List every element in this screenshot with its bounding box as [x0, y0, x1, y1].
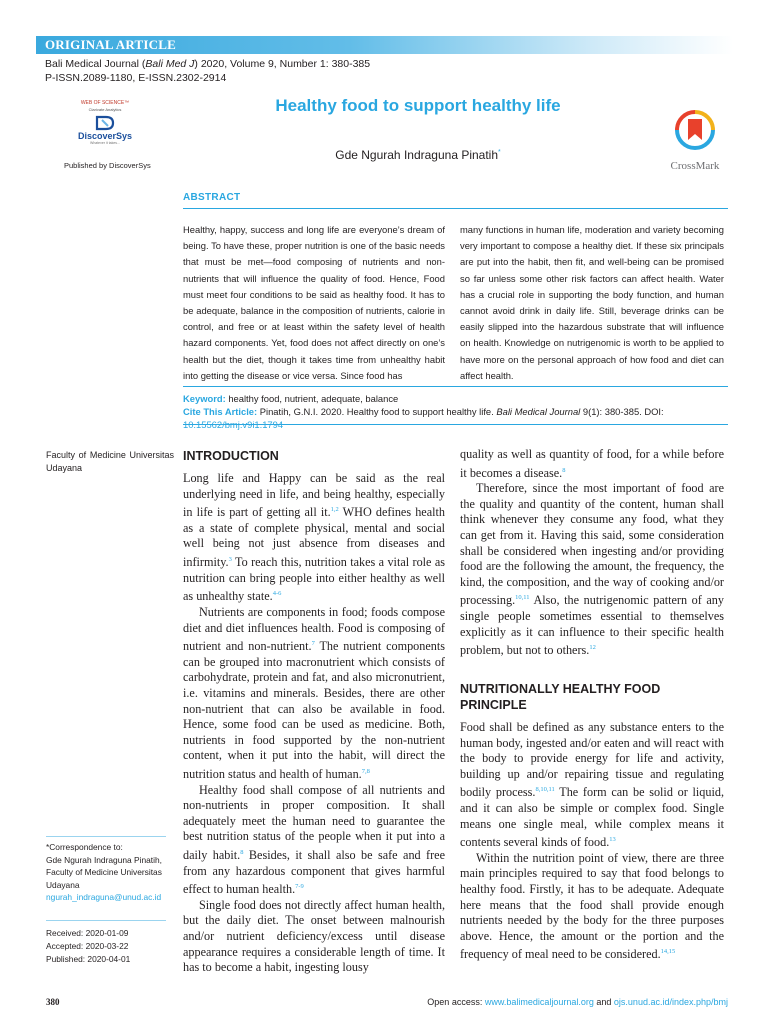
correspondence-name: Gde Ngurah Indraguna Pinatih,: [46, 854, 162, 865]
dates-divider: [46, 920, 166, 921]
cite-divider: [183, 424, 728, 425]
keyword-divider: [183, 386, 728, 387]
abstract-left-column: Healthy, happy, success and long life are everyone’s dream of being. To have these, proper nutrition is one of the basic needs that must be met—food composing of nutrients and non-nutrients that will influence the quality of food. Hence, Food must meet four conditions to be said as healthy food. It has to be adequate, balance in the composition of nutrients, calorie in control, and free or at least within the safety level of health hazard components. Yet, food does not affect directly on one’s health but the diet, though it takes time from unhealthy habit into getting the disease or vice versa. Since food has: [183, 224, 445, 381]
body-paragraph: quality as well as quantity of food, for a while before it becomes a disease.$^8$: [460, 447, 724, 480]
discoversys-logo-icon: [94, 115, 116, 131]
article-dates: [46, 927, 130, 966]
correspondence-institution-cont: Udayana: [46, 879, 80, 890]
cite-line: Cite This Article: Pinatih, G.N.I. 2020. Healthy food to support healthy life. Bali Medical Journal 9(1): 380-385. DOI:: [183, 405, 728, 431]
correspondence-block: [46, 841, 176, 904]
author-line: Gde Ngurah Indraguna Pinatih*: [335, 148, 501, 162]
web-of-science-logo: WEB OF SCIENCE™: [80, 100, 130, 106]
discoversys-name: DiscoverSys: [77, 131, 133, 141]
introduction-body: [183, 471, 445, 976]
article-type-banner: [36, 36, 733, 54]
intro-paragraph: Healthy food shall compose of all nutrients and non-nutrients in proper composition. It shall adequately meet the human need to guarantee the best nutrition status of the people when it put into a daily habit.$^8$ Besides, it shall also be safe and free from any hazardous component that gives harmful effect to human health.$^{7-9}$: [183, 782, 445, 897]
intro-paragraph: Single food does not directly affect human health, but the daily diet. The onset between malnourish and/or nutrient deficiency/excess until disease appearance requires a considerable length of time. It has to become a habit, ingesting lousy: [183, 897, 445, 975]
publisher-logos: [50, 100, 160, 146]
published-by: Published by DiscoverSys: [64, 161, 151, 170]
intro-paragraph: Long life and Happy can be said as the real underlying need in life, and being healthy, especially in life is part of getting all it.$^{1,2}$ WHO defines health as a state of complete physical, mental and social well being not just absence from diseases and infirmity.$^3$ To reach this, nutrition takes a vital role as nutrition can bring people into either healthy as well as unhealthy state.$^{4-6}$: [183, 471, 445, 604]
abstract-divider: [183, 208, 728, 209]
clarivate-text: Clarivate Analytics: [88, 107, 122, 112]
crossmark-badge[interactable]: [660, 110, 730, 172]
published-date: Published: 2020-04-01: [46, 954, 131, 964]
abstract-heading: ABSTRACT: [183, 192, 241, 203]
right-column-body-top: [460, 447, 724, 659]
journal-website-link[interactable]: www.balimedicaljournal.org: [484, 997, 594, 1007]
crossmark-label: CrossMark: [670, 160, 720, 172]
journal-info: [45, 57, 370, 85]
issn-line: P-ISSN.2089-1180, E-ISSN.2302-2914: [45, 72, 227, 84]
accepted-date: Accepted: 2020-03-22: [46, 941, 129, 951]
keyword-block: [183, 392, 728, 431]
correspondence-label: *Correspondence to:: [46, 842, 123, 852]
body-paragraph: Food shall be defined as any substance enters to the human body, ingested and/or eaten and will react with the body to provide energy for life and activity, building up and/or repairing tissue and regulating bodily process.$^{8,10,11}$ The form can be solid or liquid, and it can also be simple or complex food. Single means one single meal, while complex means it contents several kinds of food.$^{13}$: [460, 720, 724, 850]
intro-paragraph: Nutrients are components in food; foods compose diet and diet influences health. Food is composing of nutrient and non-nutrient.$^7$ The nutrient components can be grouped into macronutrient which consists of carbohydrate, protein and fat, and also micronutrient, i.e. vitamins and minerals. Besides, there are other non-nutrient that can also be available in food. Hence, some food can be used as medicine. Both, nutrients in food supported by the non-nutrient content, when it put into the habit, will direct the nutrition status and health of human.$^{7,8}$: [183, 604, 445, 781]
affiliation: Faculty of Medicine Universitas Udayana: [46, 450, 174, 473]
body-paragraph: Therefore, since the most important of food are the quality and quantity of the content, human shall think whenever they consume any food, what they can get from it. Having this said, some consideration shall be considered when ingesting and/or providing food are the following the amount, the frequency, the kind, the composition, and the way of cooking and/or processing.$^{10,11}$ Also, the nutrigenomic pattern of any single people sometimes essential to themselves explicitly as it can influence to their specific health problem, but not to others.$^{12}$: [460, 481, 724, 658]
discoversys-tagline: Whatever it takes...: [90, 141, 120, 145]
right-column-body-bottom: [460, 720, 724, 963]
received-date: Received: 2020-01-09: [46, 928, 129, 938]
article-type-label: ORIGINAL ARTICLE: [45, 37, 176, 52]
introduction-heading: INTRODUCTION: [183, 449, 279, 463]
page-number: 380: [46, 997, 60, 1007]
correspondence-mark: *: [498, 149, 501, 156]
abstract-right-column: many functions in human life, moderation and variety becoming very important to compose a healthy diet. If these six principals are put into the habit, then fit, and well-being can be promised so far unless some other risk factors can affect health. Water has a crucial role in supporting the body function, and human cannot avoid drink in daily life. Still, beverage drinks can be easily slipped into the hazardous substrate that will influence on health. Knowledge on nutrigenomic is worth to be applied to have more on the personal approach of how food and diet can affect health.: [460, 224, 724, 381]
journal-citation-line: Bali Medical Journal (Bali Med J) 2020, Volume 9, Number 1: 380-385: [45, 58, 371, 70]
correspondence-institution: Faculty of Medicine Universitas: [46, 867, 162, 877]
open-access-line: Open access: www.balimedicaljournal.org and ojs.unud.ac.id/index.php/bmj: [427, 997, 728, 1007]
article-title: Healthy food to support healthy life: [275, 96, 561, 115]
nutrition-principle-heading: NUTRITIONALLY HEALTHY FOOD PRINCIPLE: [460, 682, 661, 712]
ojs-link[interactable]: ojs.unud.ac.id/index.php/bmj: [613, 997, 728, 1007]
correspondence-divider: [46, 836, 166, 837]
body-paragraph: Within the nutrition point of view, there are three main principles required to say that food belongs to healthy food. Firstly, it has to be adequate. Adequate here means that the food shall provide enough nutrients needed by the body for the three purposes above. Hence, the amount or the portion and the frequency of meal need to be considered.$^{14,15}$: [460, 850, 724, 962]
crossmark-icon: [675, 110, 715, 154]
keywords-line: Keyword: healthy food, nutrient, adequate, balance: [183, 393, 399, 404]
correspondence-email[interactable]: ngurah_indraguna@unud.ac.id: [46, 892, 162, 902]
